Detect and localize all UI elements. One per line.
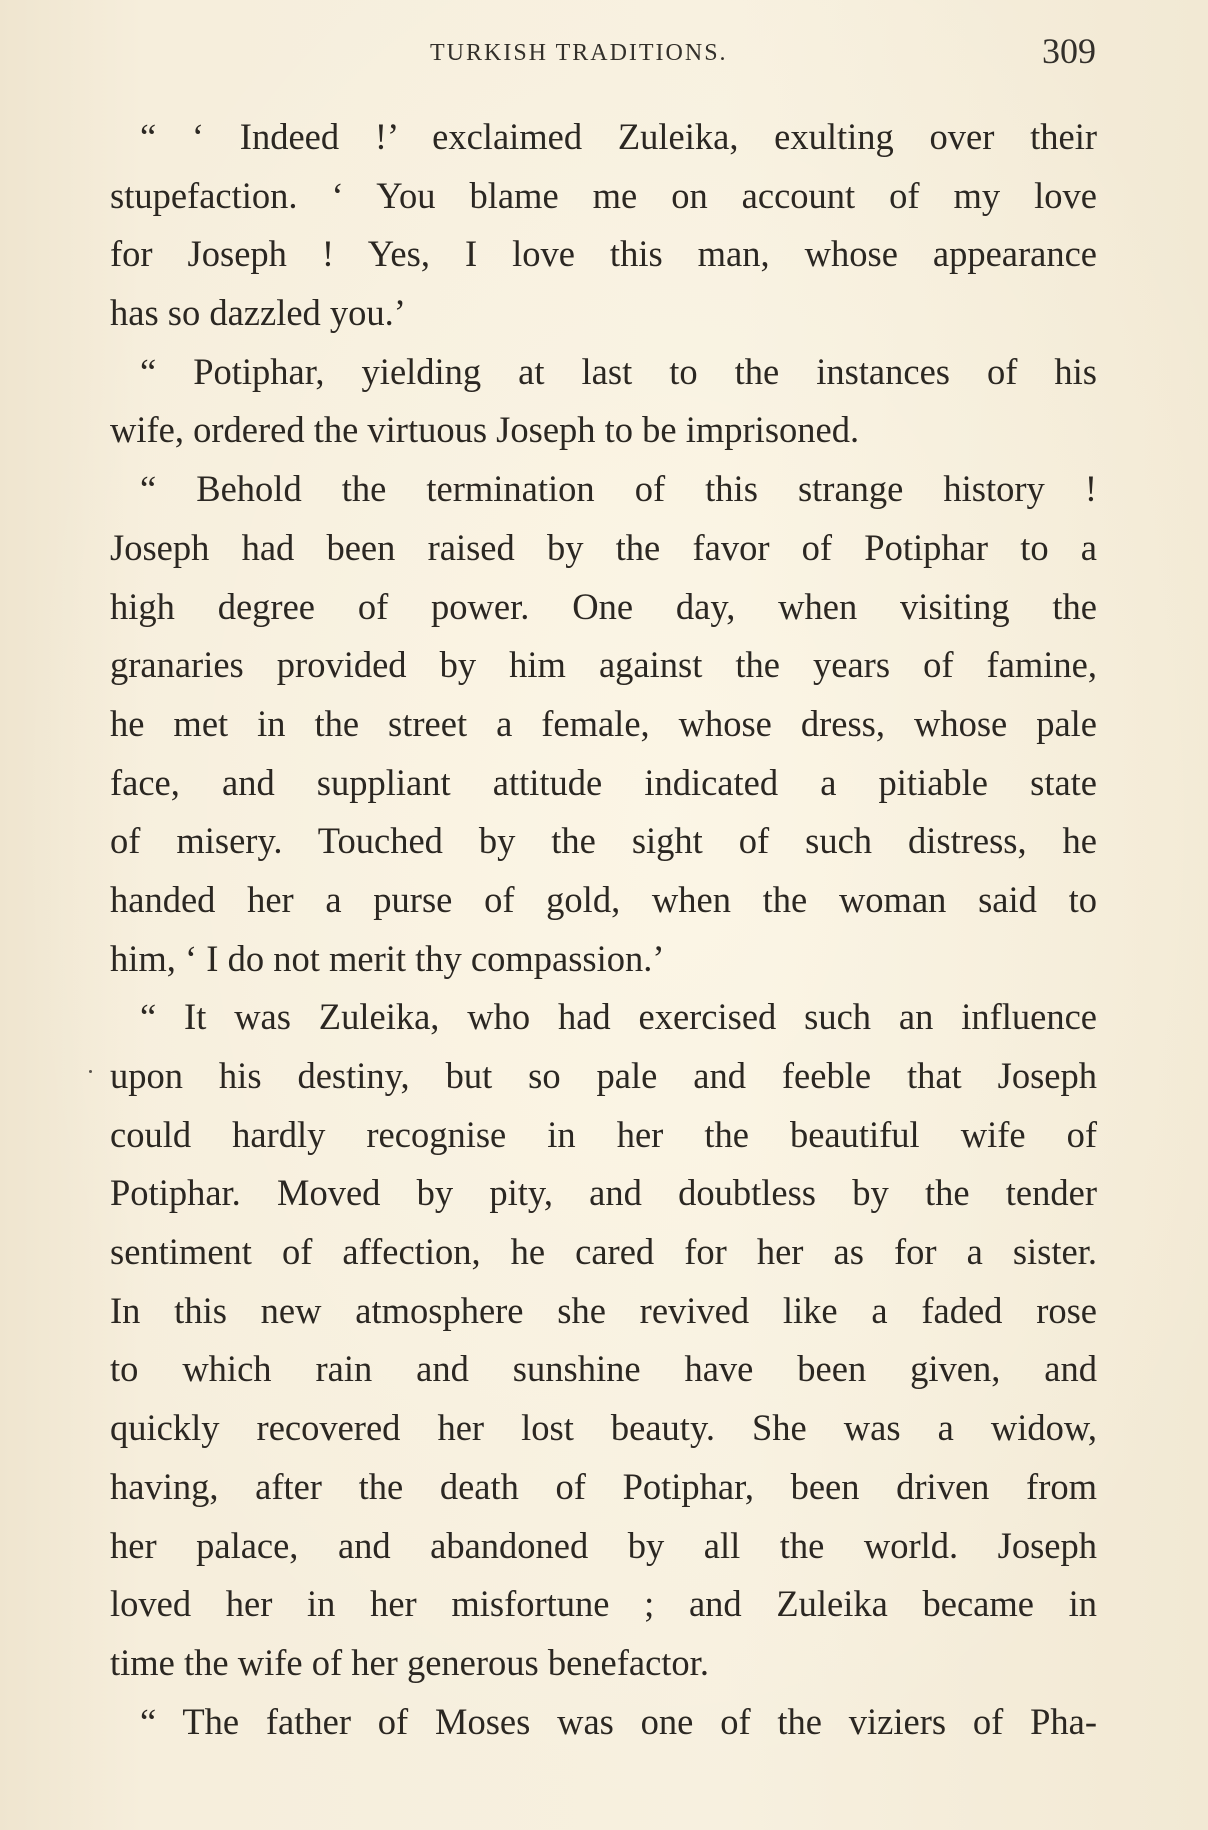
text-line: quickly recovered her lost beauty. She was a widow, (110, 1407, 1097, 1449)
text-line: he met in the street a female, whose dress, whose pale (110, 702, 1097, 744)
page-number: 309 (1042, 31, 1096, 71)
text-line: for Joseph ! Yes, I love this man, whose appearance (110, 233, 1097, 275)
text-line: sentiment of affection, he cared for her as for a sister. (110, 1231, 1097, 1273)
text-line: her palace, and abandoned by all the world. Joseph (110, 1524, 1097, 1566)
text-line: Potiphar. Moved by pity, and doubtless by the tender (110, 1172, 1097, 1214)
text-line: time the wife of her generous benefactor. (110, 1641, 709, 1683)
text-line: handed her a purse of gold, when the woman said to (110, 878, 1097, 920)
margin-mark (89, 1070, 92, 1073)
text-line: has so dazzled you.’ (110, 292, 406, 334)
text-line: In this new atmosphere she revived like a faded rose (110, 1289, 1097, 1331)
text-line: upon his destiny, but so pale and feeble that Joseph (110, 1055, 1097, 1096)
text-line: high degree of power. One day, when visiting the (110, 585, 1097, 627)
text-line: “ Behold the termination of this strange history ! (140, 468, 1097, 510)
text-line: of misery. Touched by the sight of such distress, he (110, 820, 1097, 862)
text-line: “ ‘ Indeed !’ exclaimed Zuleika, exulting over their (140, 116, 1097, 157)
text-line: to which rain and sunshine have been given, and (110, 1348, 1097, 1390)
text-line: granaries provided by him against the years of famine, (110, 644, 1097, 686)
text-line: “ It was Zuleika, who had exercised such an influence (140, 996, 1097, 1038)
text-line: face, and suppliant attitude indicated a pitiable state (110, 761, 1097, 803)
running-head (0, 30, 1208, 80)
text-line: Joseph had been raised by the favor of Potiphar to a (110, 526, 1097, 568)
text-line: could hardly recognise in her the beautiful wife of (110, 1113, 1097, 1155)
text-line: having, after the death of Potiphar, been driven from (110, 1465, 1097, 1507)
running-title: TURKISH TRADITIONS. (430, 40, 728, 66)
text-line: “ The father of Moses was one of the viziers of Pha- (140, 1700, 1097, 1742)
text-line: “ Potiphar, yielding at last to the instances of his (140, 350, 1097, 392)
text-line: loved her in her misfortune ; and Zuleika became in (110, 1583, 1097, 1625)
text-line: wife, ordered the virtuous Joseph to be imprisoned. (110, 409, 860, 451)
text-line: stupefaction. ‘ You blame me on account of my love (110, 174, 1097, 216)
body-text (110, 108, 1097, 1751)
text-line: him, ‘ I do not merit thy compassion.’ (110, 937, 665, 979)
